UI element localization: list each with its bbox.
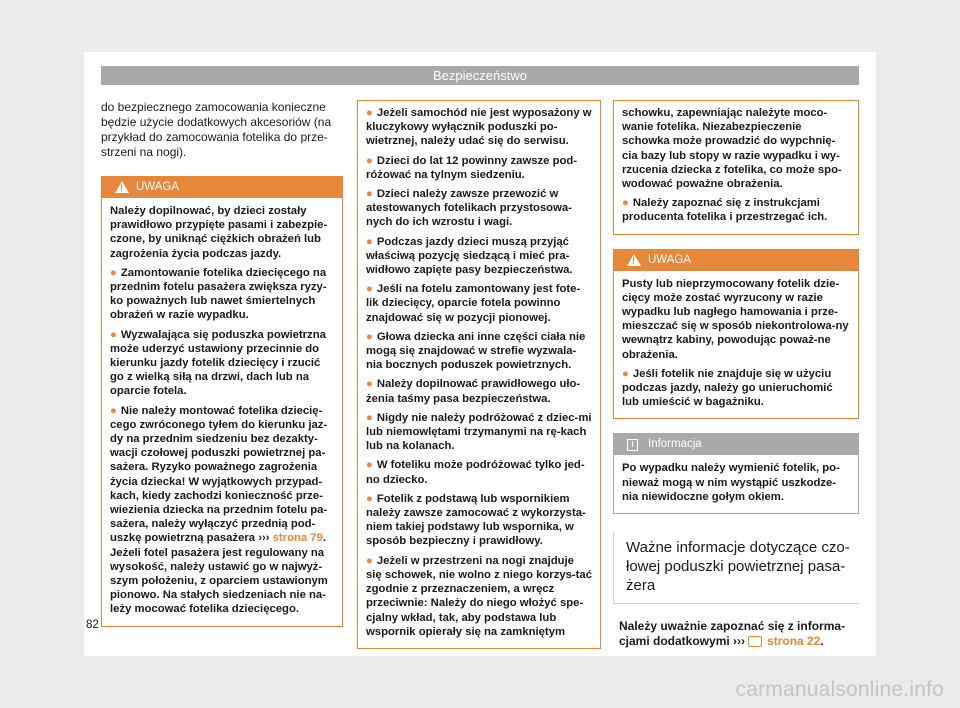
warning-item: ● Należy zapoznać się z instrukcjami producenta fotelika i przestrzegać ich. <box>622 197 828 224</box>
warning-item: ● Nigdy nie należy podróżować z dziec-mi lub niemowlętami trzymanymi na rę-kach lub na kolanach. <box>366 411 592 453</box>
bullet-icon: ● <box>110 266 117 279</box>
page-reference-link[interactable]: strona 79 <box>272 532 323 545</box>
warning-item: ● Należy dopilnować prawidłowego uło-żenia taśmy pasa bezpieczeństwa. <box>366 378 581 405</box>
book-icon <box>748 634 764 646</box>
warning-label: UWAGA <box>136 181 180 193</box>
bullet-icon: ● <box>366 492 373 505</box>
section-title: Ważne informacje dotyczące czo-łowej poduszki powietrznej pasa-żera <box>626 539 850 595</box>
info-box-body <box>614 455 858 513</box>
bullet-icon: ● <box>366 188 373 201</box>
bullet-icon: ● <box>366 411 373 424</box>
warning-box-body <box>614 101 858 234</box>
warning-box-body <box>102 198 342 626</box>
bullet-icon: ● <box>622 367 629 380</box>
warning-item: ● Fotelik z podstawą lub wspornikiem należy zawsze zamocować z wykorzysta-niem takiej podstawy lub wspornika, w sposób bezpieczny i prawidłowy. <box>366 492 586 548</box>
section-heading-block <box>613 532 859 604</box>
warning-item: ● Jeżeli w przestrzeni na nogi znajduje się schowek, nie wolno z niego korzys-tać zgodnie z przeznaczeniem, a wręcz przeciwnie: Należy do niego włożyć spe-cjalny wkład, tak, aby podstawa lub wspornik opierały się na zamkniętym <box>366 554 592 638</box>
warning-item: ● Podczas jazdy dzieci muszą przyjąć właściwą pozycję siedzącą i mieć pra-widłowo zapięte pasy bezpieczeństwa. <box>366 235 573 277</box>
warning-item: ● Jeśli fotelik nie znajduje się w użyciu podczas jazdy, należy go unieruchomić lub umieścić w bagażniku. <box>622 367 833 409</box>
info-text: Po wypadku należy wymienić fotelik, po-nieważ mogą w nim wystąpić uszkodze-nia niewidoczne gołym okiem. <box>622 462 840 503</box>
warning-item: ● Jeśli na fotelu zamontowany jest fote-lik dziecięcy, oparcie fotela powinno znajdować się w pozycji pionowej. <box>366 283 581 324</box>
warning-lead: Pusty lub nieprzymocowany fotelik dzie-cięcy może zostać wyrzucony w razie wypadku lub nagłego hamowania i prze-mieszczać się w sposób niekontrolowa-ny wewnątrz kabiny, powodując poważ-ne obrażenia. <box>622 277 849 361</box>
bullet-icon: ● <box>366 107 373 119</box>
warning-box-continued <box>357 100 601 649</box>
warning-item: ● Głowa dziecka ani inne części ciała nie mogą się znajdować w strefie wyzwala-nia bocznych poduszek powietrznych. <box>366 330 586 372</box>
bullet-icon: ● <box>110 404 117 417</box>
warning-item: ● Zamontowanie fotelika dziecięcego na przednim fotelu pasażera zwiększa ryzy-ko poważnych lub nawet śmiertelnych obrażeń w razie wypadku. <box>110 266 327 322</box>
section-paragraph: Należy uważnie zapoznać się z informa-cjami dodatkowymi ››› strona 22. <box>619 619 846 649</box>
warning-item: ● Wyzwalająca się poduszka powietrzna może uderzyć ustawiony przecinnie do kierunku jazdy fotelik dziecięcy i rzucić go z wielką siłą na drzwi, dach lub na oparcie fotela. <box>110 328 326 398</box>
ref-arrow: ››› <box>258 532 270 545</box>
warning-item: ● W foteliku może podróżować tylko jed-no dziecko. <box>366 459 585 486</box>
info-box-header <box>614 434 858 455</box>
header-title: Bezpieczeństwo <box>433 68 527 83</box>
warning-label: UWAGA <box>648 253 692 266</box>
intro-paragraph: do bezpiecznego zamocowania konieczne będzie użycie dodatkowych akcesoriów (na przykład do zamocowania fotelika do prze-strzeni na nogi). <box>101 100 332 159</box>
warning-box-header <box>614 250 858 271</box>
bullet-icon: ● <box>366 378 373 391</box>
warning-icon <box>115 181 129 193</box>
warning-box-header <box>102 177 342 198</box>
info-box <box>613 433 859 514</box>
warning-continued-text: schowku, zapewniając należyte moco-wanie fotelika. Niezabezpieczenie schowka może prowadzić do wypchnię-cia bazy lub stopy w razie wypadku i wy-rzucenia dziecka z fotelika, co może spo-wodować poważne obrażenia. <box>622 107 842 191</box>
warning-box-body <box>614 271 858 419</box>
page-reference-link[interactable]: strona 22 <box>767 634 821 649</box>
column-3 <box>613 100 859 649</box>
warning-box-body <box>358 101 600 648</box>
bullet-icon: ● <box>366 554 373 567</box>
bullet-icon: ● <box>622 197 629 210</box>
bullet-icon: ● <box>366 154 373 167</box>
info-icon: i <box>627 439 638 451</box>
bullet-icon: ● <box>366 459 373 472</box>
warning-box-continued-2 <box>613 100 859 235</box>
ref-arrow: ››› <box>733 634 746 649</box>
page-number: 82 <box>86 619 99 631</box>
warning-icon <box>627 254 641 266</box>
warning-item: ● Jeżeli samochód nie jest wyposażony w kluczykowy wyłącznik poduszki po-wietrznej, należy udać się do serwisu. <box>366 107 592 148</box>
info-label: Informacja <box>648 438 702 451</box>
column-1 <box>101 100 343 627</box>
warning-item: ● Dzieci do lat 12 powinny zawsze pod-różować na tylnym siedzeniu. <box>366 154 578 181</box>
warning-item: ● Dzieci należy zawsze przewozić w atestowanych fotelikach przystosowa-nych do ich wzrostu i wagi. <box>366 188 572 229</box>
bullet-icon: ● <box>110 328 117 341</box>
warning-box-1 <box>101 176 343 627</box>
watermark: carmanualsonline.info <box>735 678 944 701</box>
column-2 <box>357 100 601 649</box>
warning-item: ● Nie należy montować fotelika dziecię-cego zwróconego tyłem do kierunku jaz-dy na przednim siedzeniu bez dezakty-wacji czołowej poduszki powietrznej pa-sażera. Ryzyko poważnego zagrożenia życia dziecka! W wyjątkowych przypad-kach, kiedy zachodzi konieczność prze-wiezienia dziecka na przednim fotelu pa-sażera, należy wyłączyć przednią pod-uszkę powietrzną pasażera ››› strona 79. Jeżeli fotel pasażera jest regulowany na wysokość, należy ustawić go w najwyż-szym położeniu, z oparciem ustawionym pionowo. Na stałych siedzeniach nie na-leży mocować fotelika dziecięcego. <box>110 404 328 616</box>
bullet-icon: ● <box>366 283 373 296</box>
warning-box-2 <box>613 249 859 420</box>
bullet-icon: ● <box>366 235 373 248</box>
page-header <box>101 66 859 85</box>
warning-lead: Należy dopilnować, by dzieci zostały prawidłowo przypięte pasami i zabezpie-czone, by uniknąć ciężkich obrażeń lub zagrożenia życia podczas jazdy. <box>110 205 328 260</box>
bullet-icon: ● <box>366 330 373 343</box>
